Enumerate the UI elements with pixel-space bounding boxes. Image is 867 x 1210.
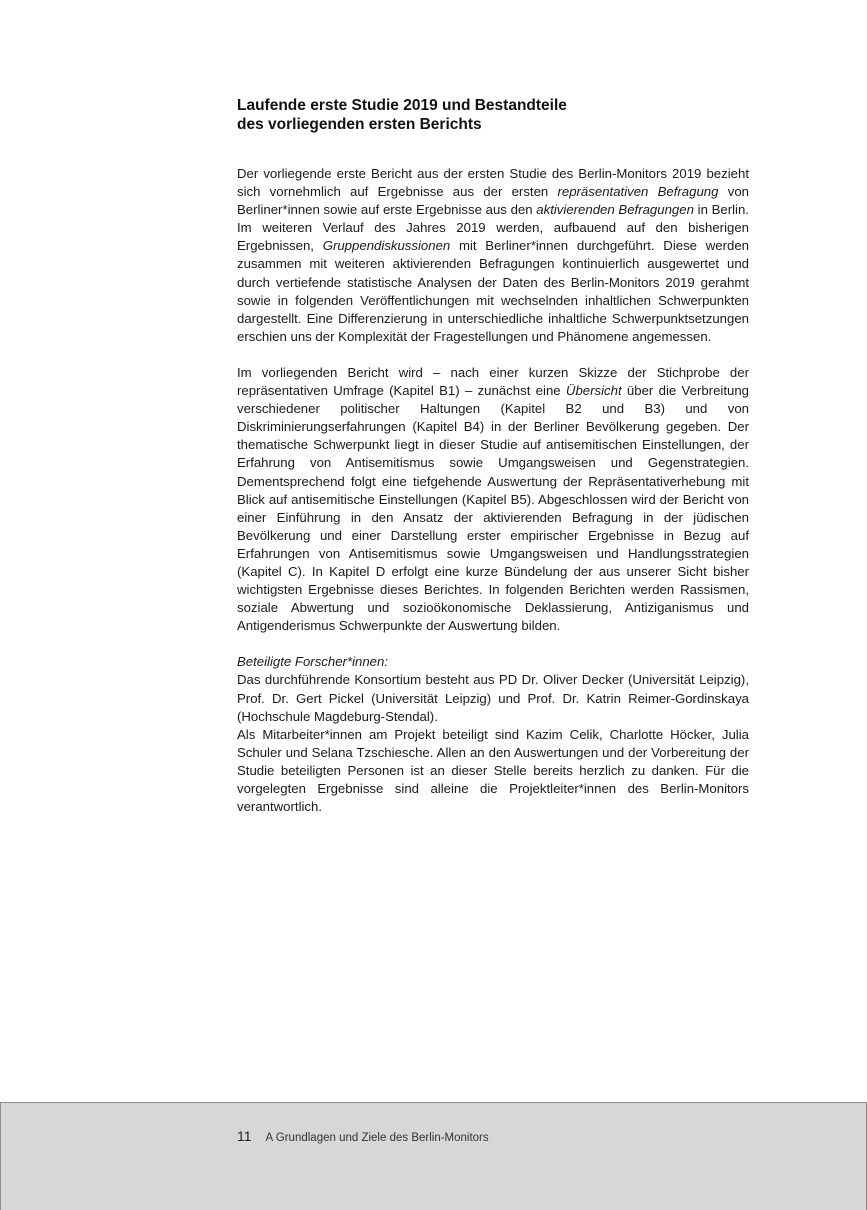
paragraph-report-structure [237,364,749,635]
paragraph-text: Der vorliegende erste Bericht aus der ersten Studie des Berlin-Monitors 2019 bezieht sich vornehmlich auf Ergebnisse aus der ersten [237,166,749,200]
emphasis-text: repräsentativen Befragung [557,184,719,200]
page-content [237,96,749,816]
emphasis-text: aktivierenden Befragungen [536,202,694,218]
credits-heading: Beteiligte Forscher*innen: [237,654,389,670]
footer-content [237,1128,489,1144]
paragraph-text: mit Berliner*innen durchgeführt. Diese werden zusammen mit weiteren aktivierenden Befragungen kontinuierlich ausgewertet und durch vertiefende statistische Analysen der Daten des Berlin-Monitors 2019 gerahmt sowie in folgenden Veröffentlichungen mit wechselnden inhaltlichen Schwerpunkten dargestellt. Eine Differenzierung in unterschiedliche inhaltliche Schwerpunktsetzungen erschien uns der Komplexität der Fragestellungen und Phänomene angemessen. [237,238,749,344]
paragraph-text: von Berliner*innen sowie auf erste Ergebnisse aus den [237,184,749,218]
credits-consortium: Das durchführende Konsortium besteht aus PD Dr. Oliver Decker (Universität Leipzig), Prof. Dr. Gert Pickel (Universität Leipzig) und Prof. Dr. Katrin Reimer-Gordinskaya (Hochschule Magdeburg-Stendal). [237,672,749,724]
paragraph-text: in Berlin. Im weiteren Verlauf des Jahres 2019 werden, aufbauend auf den bisherigen Ergebnissen, [237,202,749,254]
section-heading-line-2: des vorliegenden ersten Berichts [237,116,482,133]
paragraph-text: Im vorliegenden Bericht wird – nach einer kurzen Skizze der Stichprobe der repräsentativen Umfrage (Kapitel B1) – zunächst eine [237,364,749,399]
emphasis-text: Übersicht [565,383,622,399]
footer-section-title: A Grundlagen und Ziele des Berlin-Monitors [265,1132,489,1144]
page-number: 11 [237,1128,252,1144]
paragraph-text: über die Verbreitung verschiedener politischer Haltungen (Kapitel B2 und B3) und von Diskriminierungserfahrungen (Kapitel B4) in der Berliner Bevölkerung gegeben. Der thematische Schwerpunkt liegt in dieser Studie auf antisemitischen Einstellungen, der Erfahrung von Antisemitismus sowie Umgangsweisen und Gegenstrategien. Dementsprechend folgt eine tiefgehende Auswertung der Repräsentativerhebung mit Blick auf antisemitische Einstellungen (Kapitel B5). Abgeschlossen wird der Bericht von einer Einführung in den Ansatz der aktivierenden Befragung in der jüdischen Bevölkerung und einer Darstellung erster empirischer Ergebnisse in Bezug auf Erfahrungen von Antisemitismus sowie Umgangsweisen und Handlungsstrategien (Kapitel C). In Kapitel D erfolgt eine kurze Bündelung der aus unserer Sicht bisher wichtigsten Ergebnisse dieses Berichtes. In folgenden Berichten werden Rassismen, soziale Abwertung und sozioökonomische Deklassierung, Antiziganismus und Antigenderismus Schwerpunkte der Auswertung bilden. [237,383,749,634]
section-heading-line-1: Laufende erste Studie 2019 und Bestandteile [237,97,567,114]
section-heading [237,96,749,134]
page-footer [0,1102,867,1210]
paragraph-study-overview [237,165,749,346]
credits-staff: Als Mitarbeiter*innen am Projekt beteiligt sind Kazim Celik, Charlotte Höcker, Julia Schuler und Selana Tzschiesche. Allen an den Auswertungen und der Vorbereitung der Studie beteiligten Personen ist an dieser Stelle bereits herzlich zu danken. Für die vorgelegten Ergebnisse sind alleine die Projektleiter*innen des Berlin-Monitors verantwortlich. [237,726,749,815]
emphasis-text: Gruppendiskussionen [322,238,451,254]
